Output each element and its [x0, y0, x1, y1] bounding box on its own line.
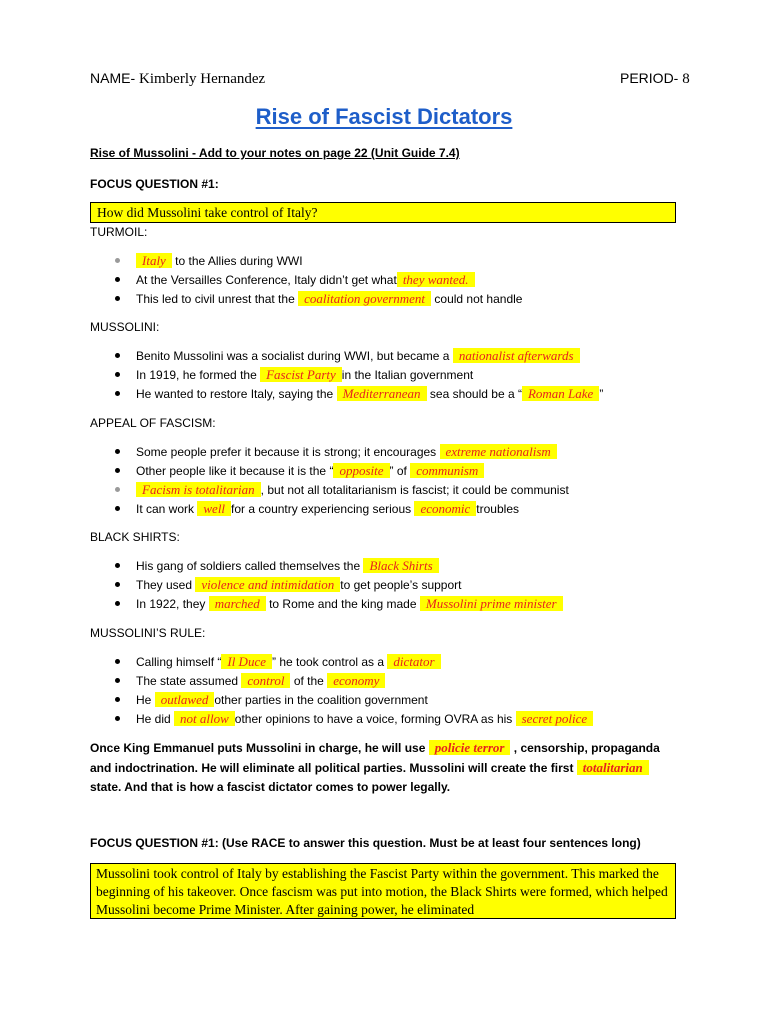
focus-question-2-label: FOCUS QUESTION #1: (Use RACE to answer this question. Must be at least four sentences long) — [90, 836, 641, 850]
mussolini-heading: MUSSOLINI: — [90, 320, 160, 334]
item-text: ” he took control as a — [271, 655, 385, 669]
list-item — [90, 594, 690, 613]
list-item — [90, 709, 690, 728]
answer-blank: Roman Lake — [522, 386, 599, 401]
list-item — [90, 365, 690, 384]
answer-blank: dictator — [387, 654, 440, 669]
item-text: Some people prefer it because it is strong; it encourages — [136, 445, 437, 459]
list-item — [90, 384, 690, 403]
list-item — [90, 346, 690, 365]
item-text: He — [136, 693, 152, 707]
black-shirts-heading: BLACK SHIRTS: — [90, 530, 180, 544]
list-item — [90, 690, 690, 709]
list-item — [90, 480, 690, 499]
list-item — [90, 652, 690, 671]
item-text: In 1919, he formed the — [136, 368, 257, 382]
item-text: Calling himself “ — [136, 655, 222, 669]
answer-blank: outlawed — [155, 692, 215, 707]
mussolini-list — [90, 346, 690, 403]
turmoil-heading: TURMOIL: — [90, 225, 148, 239]
focus-question-box: How did Mussolini take control of Italy? — [90, 202, 676, 223]
item-text: The state assumed — [136, 674, 239, 688]
item-text: of the — [293, 674, 324, 688]
answer-blank: Mussolini prime minister — [420, 596, 563, 611]
answer-blank: policie terror — [429, 740, 511, 755]
period-line — [620, 70, 690, 88]
summary-text: , censorship, propaganda — [513, 741, 660, 755]
item-text: for a country experiencing serious — [231, 502, 412, 516]
item-text: Benito Mussolini was a socialist during WWI, but became a — [136, 349, 450, 363]
answer-blank: Italy — [136, 253, 172, 268]
list-item — [90, 270, 690, 289]
item-text: Other people like it because it is the “ — [136, 464, 334, 478]
answer-blank: violence and intimidation — [195, 577, 340, 592]
answer-box[interactable]: Mussolini took control of Italy by establishing the Fascist Party within the government. This marked the beginning of his takeover. Once fascism was put into motion, the Black Shirts were formed, which helped Mussolini become Prime Minister. After gaining power, he eliminated — [90, 863, 676, 919]
period-value: 8 — [682, 71, 690, 87]
page-title: Rise of Fascist Dictators — [255, 104, 513, 129]
answer-blank: secret police — [516, 711, 594, 726]
item-text: other parties in the coalition government — [214, 693, 428, 707]
item-text: troubles — [476, 502, 519, 516]
list-item — [90, 289, 690, 308]
answer-blank: totalitarian — [577, 760, 649, 775]
section-subtitle: Rise of Mussolini - Add to your notes on page 22 (Unit Guide 7.4) — [90, 146, 460, 160]
name-line — [90, 70, 265, 88]
summary-text: state. And that is how a fascist dictator comes to power legally. — [90, 780, 451, 794]
list-item — [90, 499, 690, 518]
answer-blank: nationalist afterwards — [453, 348, 580, 363]
summary-text: and indoctrination. He will eliminate all political parties. Mussolini will create the first — [90, 761, 574, 775]
list-item — [90, 575, 690, 594]
item-text: This led to civil unrest that the — [136, 292, 295, 306]
answer-blank: Fascist Party — [260, 367, 342, 382]
answer-blank: economy — [327, 673, 385, 688]
black-shirts-list — [90, 556, 690, 613]
item-text: other opinions to have a voice, forming OVRA as his — [234, 712, 513, 726]
item-text: to Rome and the king made — [269, 597, 417, 611]
list-item — [90, 671, 690, 690]
answer-blank: control — [241, 673, 290, 688]
item-text: He did — [136, 712, 171, 726]
summary-paragraph — [90, 738, 680, 797]
answer-blank: communism — [410, 463, 484, 478]
item-text: They used — [136, 578, 193, 592]
turmoil-list — [90, 251, 690, 308]
answer-blank: coalitation government — [298, 291, 431, 306]
answer-blank: Black Shirts — [363, 558, 438, 573]
appeal-list — [90, 442, 690, 518]
list-item — [90, 556, 690, 575]
answer-blank: marched — [209, 596, 266, 611]
focus-question-label: FOCUS QUESTION #1: — [90, 177, 219, 191]
period-label: PERIOD- — [620, 70, 683, 86]
student-name: Kimberly Hernandez — [139, 71, 266, 87]
item-text: , but not all totalitarianism is fascist; it could be communist — [260, 483, 569, 497]
answer-blank: well — [197, 501, 231, 516]
answer-blank: extreme nationalism — [440, 444, 557, 459]
list-item — [90, 251, 690, 270]
item-text: to the Allies during WWI — [175, 254, 303, 268]
answer-blank: Mediterranean — [337, 386, 427, 401]
item-text: In 1922, they — [136, 597, 206, 611]
item-text: It can work — [136, 502, 195, 516]
answer-blank: Il Duce — [221, 654, 272, 669]
answer-blank: opposite — [333, 463, 389, 478]
item-text: His gang of soldiers called themselves the — [136, 559, 361, 573]
answer-blank: economic — [414, 501, 476, 516]
item-text: ” — [599, 387, 604, 401]
rule-heading: MUSSOLINI’S RULE: — [90, 626, 206, 640]
item-text: He wanted to restore Italy, saying the — [136, 387, 334, 401]
item-text: sea should be a “ — [429, 387, 522, 401]
item-text: At the Versailles Conference, Italy didn’t get what — [136, 273, 397, 287]
answer-blank: not allow — [174, 711, 235, 726]
item-text: could not handle — [434, 292, 523, 306]
item-text: in the Italian government — [341, 368, 474, 382]
answer-blank: they wanted. — [397, 272, 475, 287]
list-item — [90, 442, 690, 461]
appeal-heading: APPEAL OF FASCISM: — [90, 416, 216, 430]
item-text: ” of — [389, 464, 407, 478]
answer-blank: Facism is totalitarian — [136, 482, 261, 497]
name-label: NAME- — [90, 70, 139, 86]
rule-list — [90, 652, 690, 728]
item-text: to get people’s support — [340, 578, 462, 592]
list-item — [90, 461, 690, 480]
summary-text: Once King Emmanuel puts Mussolini in charge, he will use — [90, 741, 426, 755]
